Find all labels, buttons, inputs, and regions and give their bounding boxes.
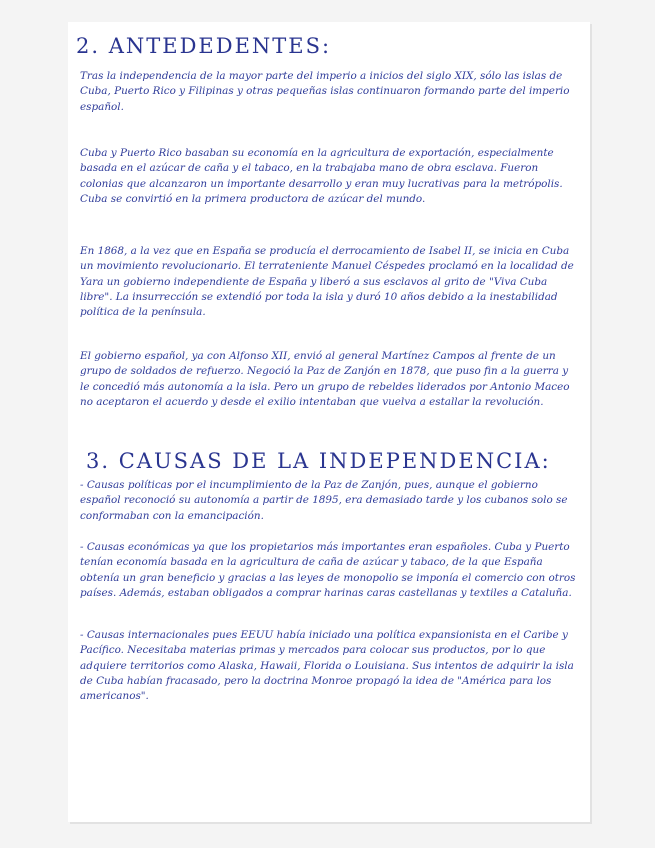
section-3-heading: 3. CAUSAS DE LA INDEPENDENCIA: xyxy=(86,449,551,473)
section-3-cause-international: - Causas internacionales pues EEUU había iniciado una política expansionista en el Caribe y Pacífico. Necesitaba materias primas y mercados para colocar sus productos, por lo que adquiere territorios como Alaska, Hawaii, Florida o Louisiana. Sus intentos de adquirir la isla de Cuba habían fracasado, pero la doctrina Monroe propagó la idea de "América para los americanos". xyxy=(80,629,574,703)
section-2-heading: 2. ANTEDEDENTES: xyxy=(76,34,332,58)
section-2-paragraph-2: Cuba y Puerto Rico basaban su economía en la agricultura de exportación, especialmente basada en el azúcar de caña y el tabaco, en la trabajaba mano de obra esclava. Fueron colonias que alcanzaron un importante desarrollo y eran muy lucrativas para la metrópolis. Cuba se convirtió en la primera productora de azúcar del mundo. xyxy=(80,147,563,205)
section-2-paragraph-3: En 1868, a la vez que en España se producía el derrocamiento de Isabel II, se inicia en Cuba un movimiento revolucionario. El terrateniente Manuel Céspedes proclamó en la localidad de Yara un gobierno independiente de España y liberó a sus esclavos al grito de "Viva Cuba libre". La insurrección se extendió por toda la isla y duró 10 años debido a la inestabilidad política de la península. xyxy=(80,245,574,319)
section-2-paragraph-4: El gobierno español, ya con Alfonso XII, envió al general Martínez Campos al frente de un grupo de soldados de refuerzo. Negoció la Paz de Zanjón en 1878, que puso fin a la guerra y le concedió más autonomía a la isla. Pero un grupo de rebeldes liderados por Antonio Maceo no aceptaron el acuerdo y desde el exilio intentaban que vuelva a estallar la revolución. xyxy=(80,350,570,408)
section-2-paragraph-1: Tras la independencia de la mayor parte del imperio a inicios del siglo XIX, sólo las islas de Cuba, Puerto Rico y Filipinas y otras pequeñas islas continuaron formando parte del imperio español. xyxy=(80,70,570,113)
section-3-cause-economic: - Causas económicas ya que los propietarios más importantes eran españoles. Cuba y Puerto tenían economía basada en la agricultura de caña de azúcar y tabaco, de la que España obtenía un gran beneficio y gracias a las leyes de monopolio se imponía el comercio con otros países. Además, estaban obligados a comprar harinas caras castellanas y textiles a Cataluña. xyxy=(80,541,576,599)
notebook-page xyxy=(68,22,590,822)
section-3-cause-political: - Causas políticas por el incumplimiento de la Paz de Zanjón, pues, aunque el gobierno español reconoció su autonomía a partir de 1895, era demasiado tarde y los cubanos solo se conformaban con la emancipación. xyxy=(80,479,568,522)
